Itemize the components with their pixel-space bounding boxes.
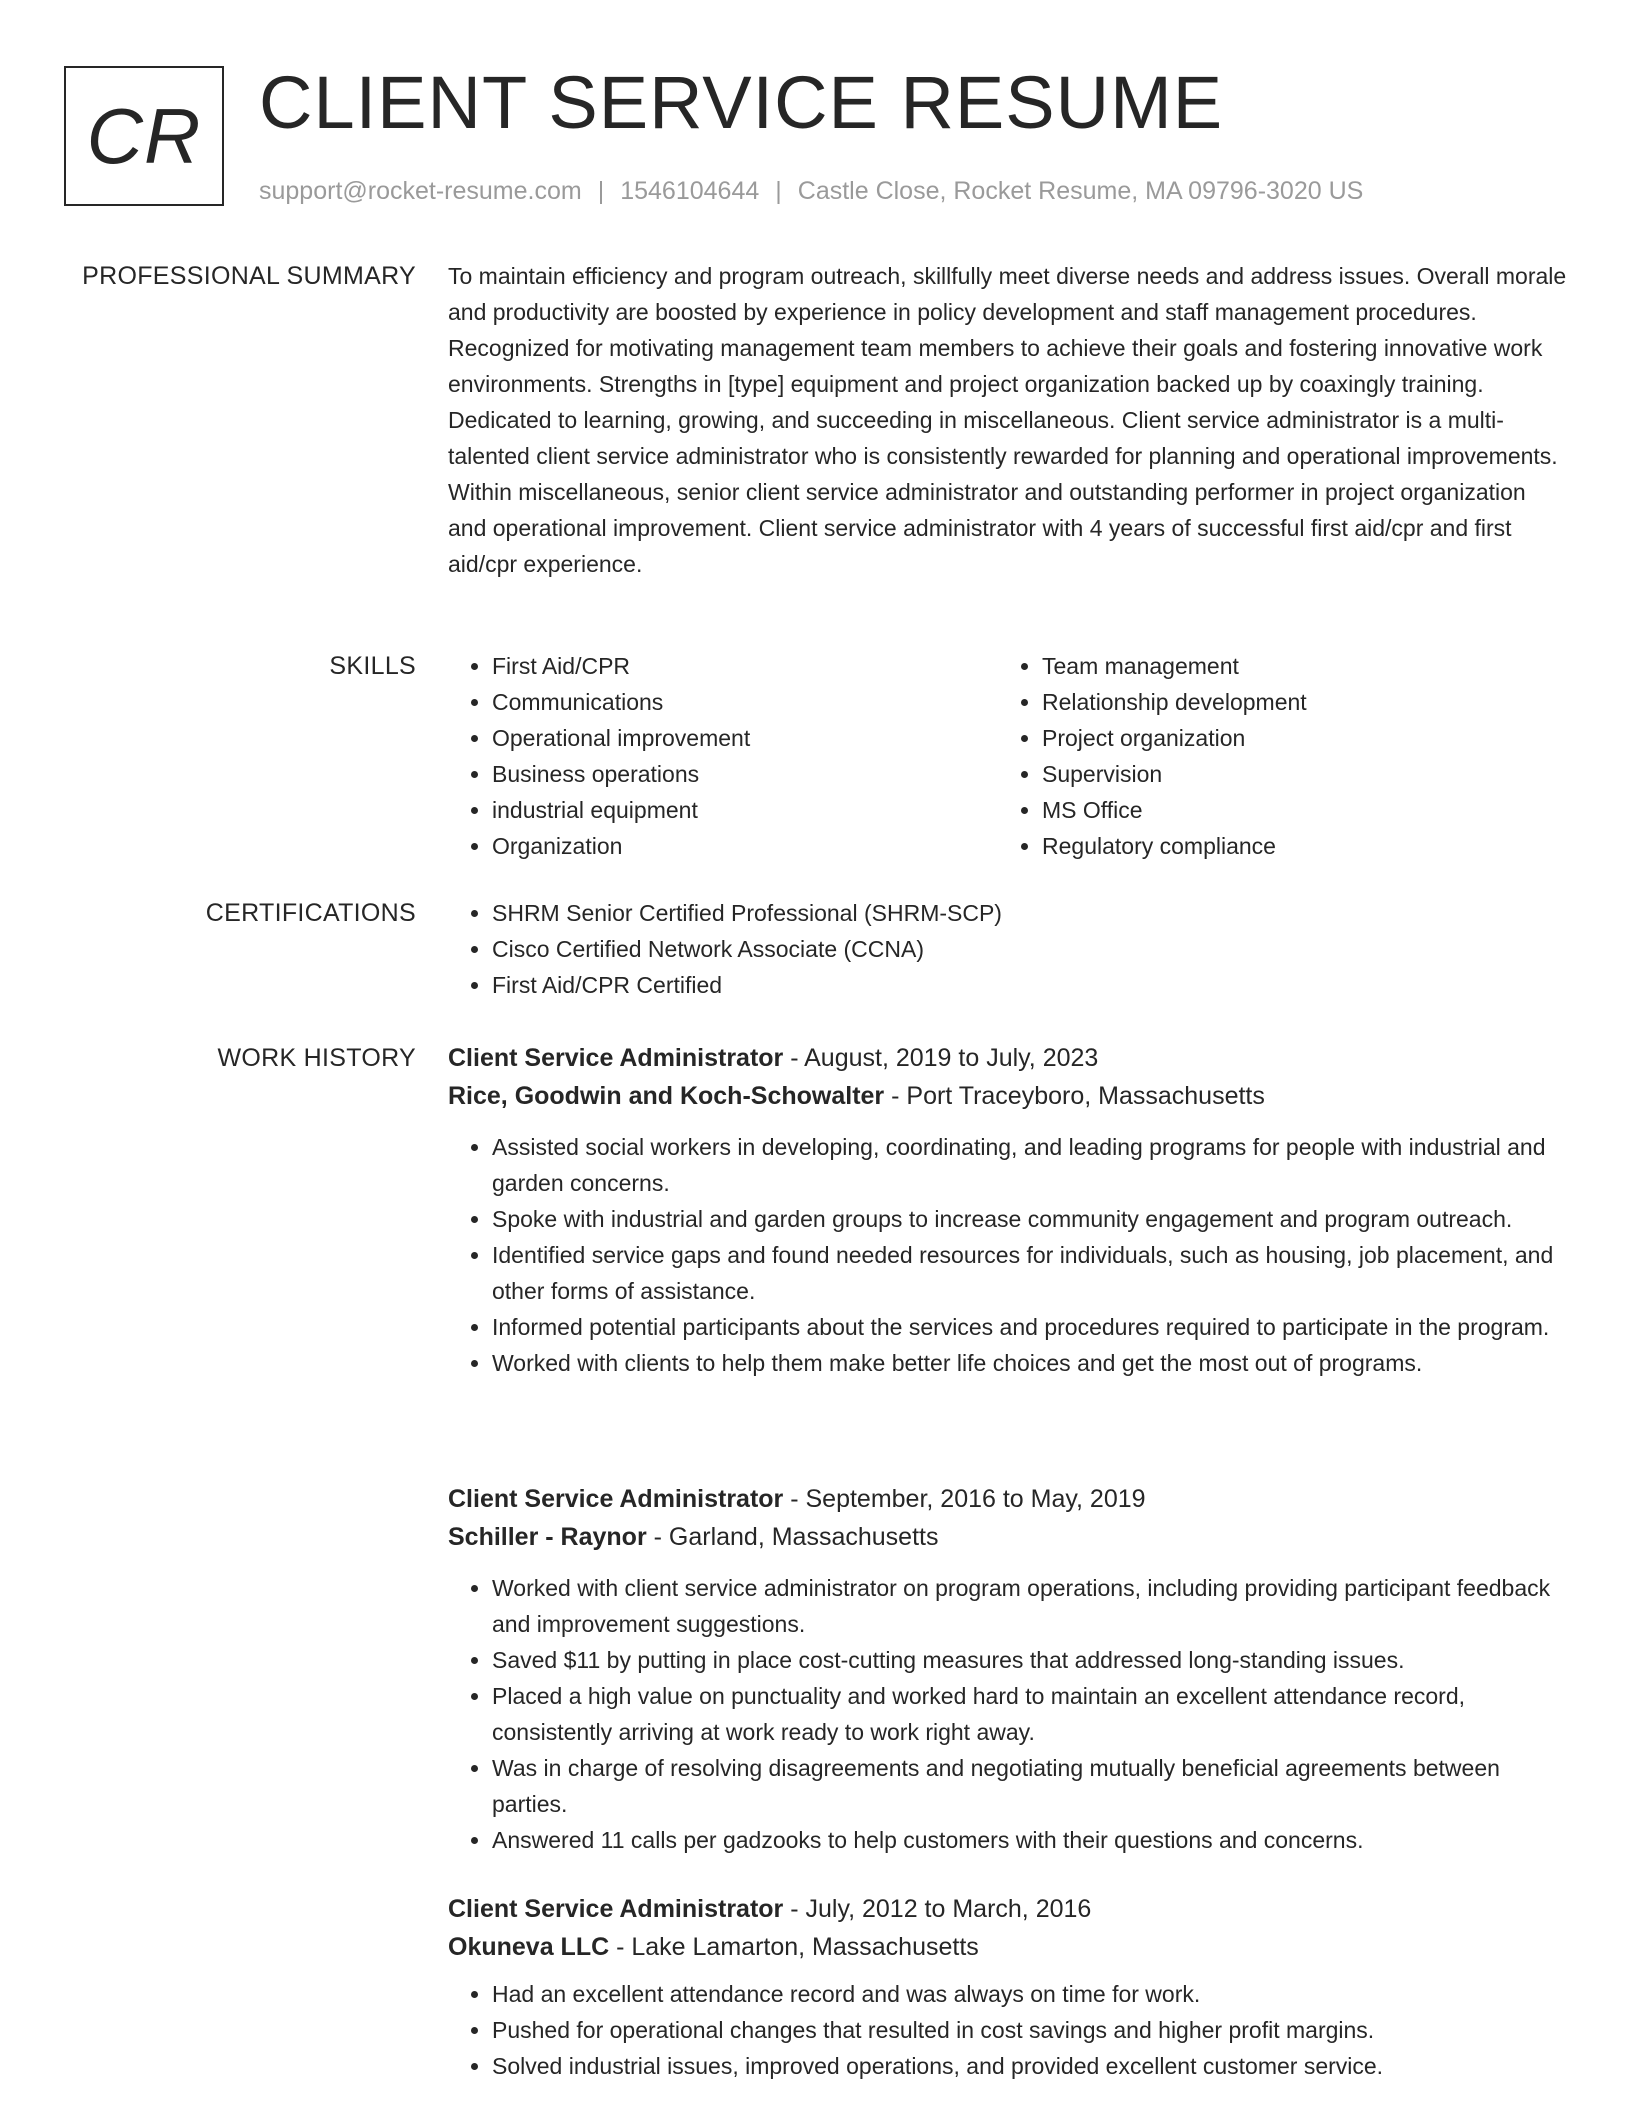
job-dates: - September, 2016 to May, 2019 xyxy=(783,1485,1146,1513)
certification-item: • Cisco Certified Network Associate (CCNA) xyxy=(492,931,1568,967)
job-title: Client Service Administrator xyxy=(448,1044,784,1072)
job-company: Schiller - Raynor xyxy=(448,1523,647,1551)
skill-item: • Business operations xyxy=(492,756,998,792)
skills-list-right xyxy=(998,648,1548,864)
job-bullet: • Was in charge of resolving disagreements and negotiating mutually beneficial agreements between parties. xyxy=(492,1750,1568,1822)
job-bullet: • Placed a high value on punctuality and worked hard to maintain an excellent attendance record, consistently arriving at work ready to work right away. xyxy=(492,1678,1568,1750)
job-bullet-list xyxy=(448,1570,1568,1858)
job-entry xyxy=(448,1480,1568,1858)
job-bullet: • Worked with clients to help them make better life choices and get the most out of programs. xyxy=(492,1345,1568,1381)
job-bullet: • Pushed for operational changes that resulted in cost savings and higher profit margins. xyxy=(492,2012,1568,2048)
job-title: Client Service Administrator xyxy=(448,1895,784,1923)
skill-item: • Communications xyxy=(492,684,998,720)
resume-title: CLIENT SERVICE RESUME xyxy=(259,61,1224,144)
job-bullet: • Worked with client service administrator on program operations, including providing participant feedback and improvement suggestions. xyxy=(492,1570,1568,1642)
certifications-list xyxy=(448,895,1568,1003)
certification-item: • First Aid/CPR Certified xyxy=(492,967,1568,1003)
monogram: CR xyxy=(64,66,224,206)
skill-item: • Organization xyxy=(492,828,998,864)
job-bullet: • Informed potential participants about the services and procedures required to participate in the program. xyxy=(492,1309,1568,1345)
skills-list-left xyxy=(448,648,998,864)
skills-body xyxy=(448,648,1568,864)
certifications-body xyxy=(448,895,1568,1003)
job-bullets xyxy=(448,1129,1568,1381)
job-entry xyxy=(448,1039,1568,1381)
job-dates: - July, 2012 to March, 2016 xyxy=(783,1895,1092,1923)
job-bullet: • Assisted social workers in developing, coordinating, and leading programs for people with industrial and garden concerns. xyxy=(492,1129,1568,1201)
job-bullet: • Identified service gaps and found needed resources for individuals, such as housing, job placement, and other forms of assistance. xyxy=(492,1237,1568,1309)
contact-separator: | xyxy=(775,177,782,205)
job-bullets xyxy=(448,1976,1568,2084)
job-title: Client Service Administrator xyxy=(448,1485,784,1513)
contact-separator: | xyxy=(597,177,605,205)
job-bullet: • Spoke with industrial and garden groups to increase community engagement and program outreach. xyxy=(492,1201,1568,1237)
job-company-line xyxy=(448,1518,1568,1556)
summary-text: To maintain efficiency and program outreach, skillfully meet diverse needs and address issues. Overall morale and productivity are boosted by experience in policy development and staff management procedures. Recognized for motivating management team members to achieve their goals and fostering innovative work environments. Strengths in [type] equipment and project organization backed up by coaxingly training. Dedicated to learning, growing, and succeeding in miscellaneous. Client service administrator is a multi-talented client service administrator who is consistently rewarded for planning and operational improvements. Within miscellaneous, senior client service administrator and outstanding performer in project organization and operational improvement. Client service administrator with 4 years of successful first aid/cpr and first aid/cpr experience. xyxy=(448,263,1567,577)
job-bullet: • Answered 11 calls per gadzooks to help customers with their questions and concerns. xyxy=(492,1822,1568,1858)
certification-item: • SHRM Senior Certified Professional (SHRM-SCP) xyxy=(492,895,1568,931)
summary-body xyxy=(448,258,1568,582)
job-company-line xyxy=(448,1928,1568,1966)
contact-email[interactable]: support@rocket-resume.com xyxy=(259,177,582,205)
job-title-line xyxy=(448,1480,1568,1518)
contact-address: Castle Close, Rocket Resume, MA 09796-3020 US xyxy=(797,177,1364,205)
job-location: - Garland, Massachusetts xyxy=(646,1523,939,1551)
contact-phone[interactable]: 1546104644 xyxy=(620,177,760,205)
skill-item: • Operational improvement xyxy=(492,720,998,756)
skill-item: • First Aid/CPR xyxy=(492,648,998,684)
section-label-certifications: CERTIFICATIONS xyxy=(205,899,416,927)
skill-item: • Relationship development xyxy=(1042,684,1548,720)
skill-item: • Project organization xyxy=(1042,720,1548,756)
job-dates: - August, 2019 to July, 2023 xyxy=(783,1044,1099,1072)
job-bullets xyxy=(448,1570,1568,1858)
job-company-line xyxy=(448,1077,1568,1115)
job-title-line xyxy=(448,1039,1568,1077)
section-label-summary: PROFESSIONAL SUMMARY xyxy=(82,262,416,290)
section-label-skills: SKILLS xyxy=(329,652,416,680)
skill-item: • Supervision xyxy=(1042,756,1548,792)
skill-item: • Team management xyxy=(1042,648,1548,684)
job-bullet: • Had an excellent attendance record and was always on time for work. xyxy=(492,1976,1568,2012)
skill-item: • industrial equipment xyxy=(492,792,998,828)
job-bullet: • Saved $11 by putting in place cost-cutting measures that addressed long-standing issues. xyxy=(492,1642,1568,1678)
job-entry xyxy=(448,1890,1568,2084)
job-company: Okuneva LLC xyxy=(448,1933,610,1961)
job-title-line xyxy=(448,1890,1568,1928)
job-location: - Lake Lamarton, Massachusetts xyxy=(609,1933,979,1961)
job-company: Rice, Goodwin and Koch-Schowalter xyxy=(448,1082,885,1110)
skill-item: • Regulatory compliance xyxy=(1042,828,1548,864)
job-bullet-list xyxy=(448,1976,1568,2084)
job-bullet: • Solved industrial issues, improved operations, and provided excellent customer service. xyxy=(492,2048,1568,2084)
job-location: - Port Traceyboro, Massachusetts xyxy=(884,1082,1265,1110)
contact-line xyxy=(259,175,1363,207)
skill-item: • MS Office xyxy=(1042,792,1548,828)
job-bullet-list xyxy=(448,1129,1568,1381)
section-label-work-history: WORK HISTORY xyxy=(217,1044,416,1072)
